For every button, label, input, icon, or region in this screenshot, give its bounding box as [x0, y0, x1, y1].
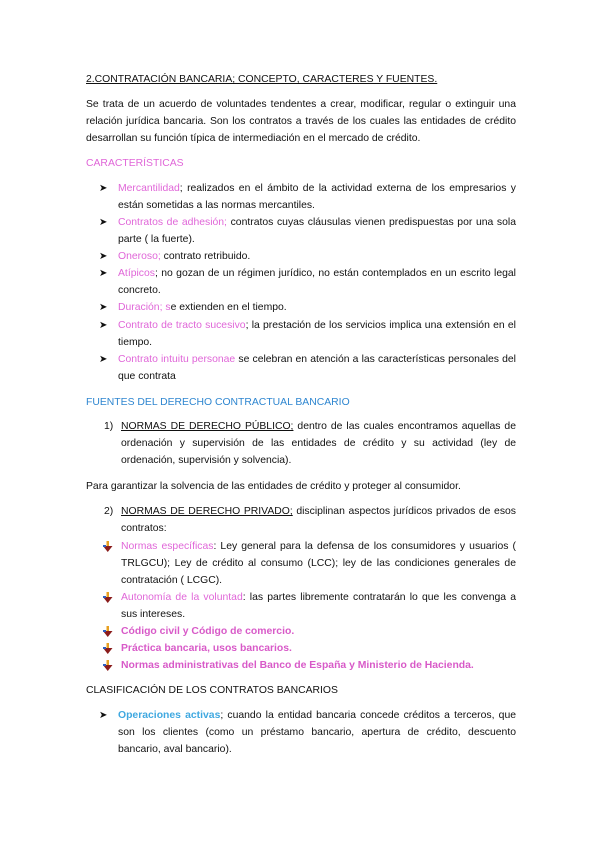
list-item [99, 248, 516, 265]
list-number: 2) [104, 506, 114, 517]
item-term: Autonomía de la voluntad [121, 592, 243, 603]
arrow-bullet-icon: ➤ [99, 354, 108, 365]
list-item [121, 640, 516, 657]
list-item [121, 589, 516, 623]
arrow-bullet-icon: ➤ [99, 302, 108, 313]
list-item [99, 317, 516, 351]
sources-heading: FUENTES DEL DERECHO CONTRACTUAL BANCARIO [86, 397, 350, 408]
item-label: NORMAS DE DERECHO PÚBLICO; [121, 421, 294, 432]
item-term: Atípicos [118, 268, 155, 279]
classification-heading: CLASIFICACIÓN DE LOS CONTRATOS BANCARIOS [86, 685, 338, 696]
list-item [121, 503, 516, 537]
item-text: e extienden en el tiempo. [170, 302, 287, 313]
item-text: dentro de las cuales encontramos aquellas de ordenación y supervisión de las entidades de crédito y su actividad (ley de ordenación, supervisión y solvencia). [121, 421, 516, 466]
list-item [99, 707, 517, 758]
list-item [99, 214, 516, 248]
colored-star-bullet-icon [103, 660, 113, 671]
item-text: ; no gozan de un régimen jurídico, no están contemplados en un escrito legal concreto. [118, 268, 516, 296]
item-term: Oneroso; [118, 251, 161, 262]
intro-paragraph: Se trata de un acuerdo de voluntades tendentes a crear, modificar, regular o extinguir una relación jurídica bancaria. Son los contratos a través de los cuales las entidades de crédito desarrollan su función típica de intermediación en el mercado de crédito. [86, 99, 516, 144]
item-term: Operaciones activas [118, 710, 221, 721]
item-text: contrato retribuido. [160, 251, 251, 262]
arrow-bullet-icon: ➤ [99, 183, 108, 194]
colored-star-bullet-icon [103, 592, 113, 603]
item-term: Contrato de tracto sucesivo [118, 320, 246, 331]
item-term: Contrato intuitu personae [118, 354, 236, 365]
item-text: contratos cuyas cláusulas vienen predispuestas por una sola parte ( la fuerte). [118, 217, 516, 245]
characteristics-heading: CARACTERÍSTICAS [86, 158, 184, 169]
item-text: disciplinan aspectos jurídicos privados de esos contratos: [121, 506, 516, 534]
list-item [99, 299, 516, 316]
list-item [99, 180, 516, 214]
item-term: Normas administrativas del Banco de España y Ministerio de Hacienda. [121, 660, 474, 671]
list-item [99, 265, 516, 299]
colored-star-bullet-icon [103, 643, 113, 654]
colored-star-bullet-icon [103, 541, 113, 552]
item-text: : Ley general para la defensa de los consumidores y usuarios ( TRLGCU); Ley de crédito al consumo (LCC); ley de las condiciones generales de contratación ( LCGC). [121, 541, 516, 586]
item-text: ; realizados en el ámbito de la actividad externa de los empresarios y están sometidas a las normas mercantiles. [118, 183, 516, 211]
item-label: NORMAS DE DERECHO PRIVADO; [121, 506, 293, 517]
item-term: Duración; s [118, 302, 171, 313]
item-term: Contratos de adhesión; [118, 217, 227, 228]
arrow-bullet-icon: ➤ [99, 710, 108, 721]
note-paragraph: Para garantizar la solvencia de las entidades de crédito y proteger al consumidor. [86, 481, 461, 492]
item-term: Mercantilidad [118, 183, 180, 194]
arrow-bullet-icon: ➤ [99, 251, 108, 262]
item-text: ; cuando la entidad bancaria concede créditos a terceros, que son los clientes (como un préstamo bancario, apertura de crédito, descuento bancario, aval bancario). [118, 710, 517, 755]
arrow-bullet-icon: ➤ [99, 268, 108, 279]
item-term: Código civil y Código de comercio. [121, 626, 295, 637]
item-text: ; la prestación de los servicios implica una extensión en el tiempo. [118, 320, 516, 348]
list-item [121, 418, 516, 469]
list-item [99, 351, 516, 385]
list-item [121, 657, 516, 674]
list-item [121, 538, 516, 589]
item-text: : las partes libremente contratarán lo que les convenga a sus intereses. [121, 592, 516, 620]
list-number: 1) [104, 421, 114, 432]
colored-star-bullet-icon [103, 626, 113, 637]
item-term: Normas específicas [121, 541, 214, 552]
arrow-bullet-icon: ➤ [99, 320, 108, 331]
item-text: se celebran en atención a las características personales del que contrata [118, 354, 516, 382]
item-term: Práctica bancaria, usos bancarios. [121, 643, 292, 654]
page-title: 2.CONTRATACIÓN BANCARIA; CONCEPTO, CARACTERES Y FUENTES. [86, 74, 438, 85]
arrow-bullet-icon: ➤ [99, 217, 108, 228]
list-item [121, 623, 516, 640]
